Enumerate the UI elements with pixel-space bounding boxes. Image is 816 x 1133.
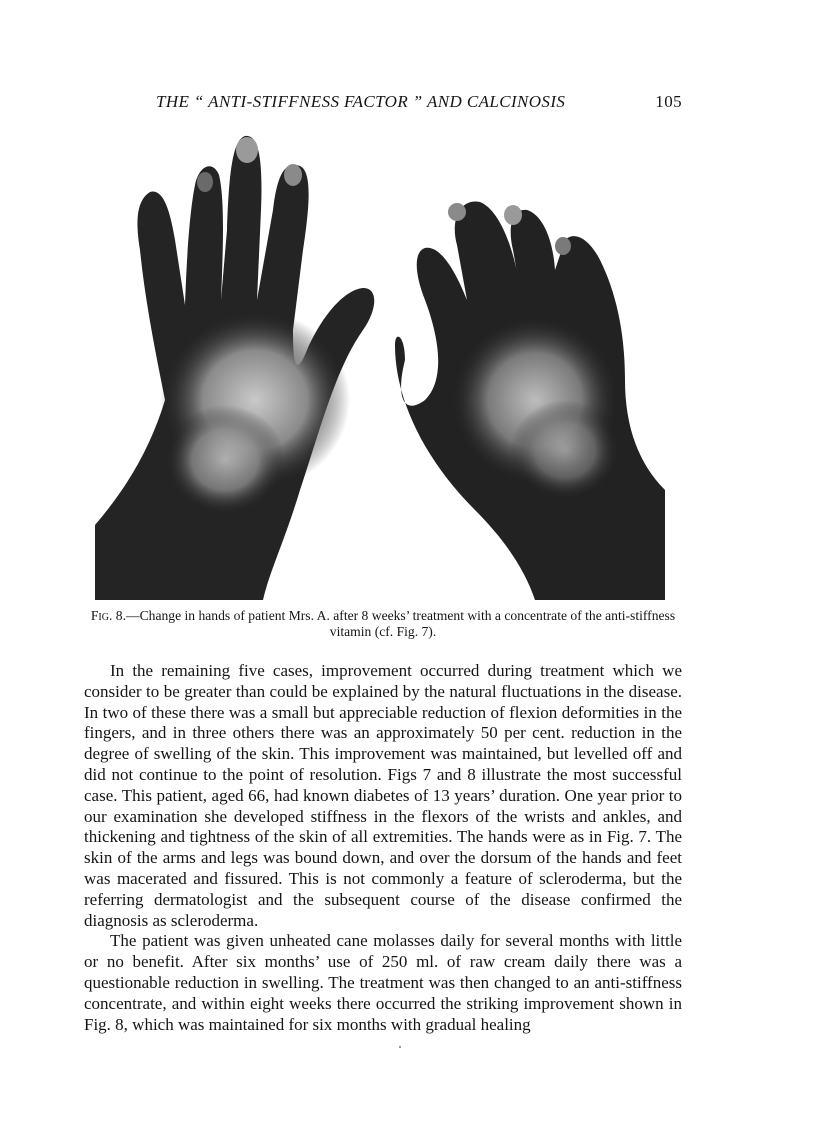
figure-caption [84, 608, 682, 640]
paragraph: The patient was given unheated cane molasses daily for several months with little or no benefit. After six months’ use of 250 ml. of raw cream daily there was a questionable reduction in swelling. The treatment was then changed to an anti-stiffness concentrate, and within eight weeks there occurred the striking improvement shown in Fig. 8, which was maintained for six months with gradual healing [84, 931, 682, 1034]
left-hand-photo [95, 136, 374, 600]
print-speck [399, 1046, 401, 1048]
page-number: 105 [655, 92, 682, 111]
paragraph: In the remaining five cases, improvement occurred during treatment which we consider to be greater than could be explained by the natural fluctuations in the disease. In two of these there was a small but appreciable reduction of flexion deformities in the fingers, and in three others there was an approximately 50 per cent. reduction in the degree of swelling of the skin. This improvement was maintained, but levelled off and did not continue to the point of resolution. Figs 7 and 8 illustrate the most successful case. This patient, aged 66, had known diabetes of 13 years’ duration. One year prior to our examination she developed stiffness in the flexors of the wrists and ankles, and thickening and tightness of the skin of all extremities. The hands were as in Fig. 7. The skin of the arms and legs was bound down, and over the dorsum of the hands and feet was macerated and fissured. This is not commonly a feature of scleroderma, but the referring dermatologist and the subsequent course of the disease confirmed the diagnosis as scleroderma. [84, 661, 682, 930]
figure-caption-text: —Change in hands of patient Mrs. A. after 8 weeks’ treatment with a concentrate of the anti-stiffness vitamin (cf. Fig. 7). [125, 608, 676, 639]
running-title: THE “ ANTI-STIFFNESS FACTOR ” AND CALCINOSIS [156, 92, 566, 111]
running-header [84, 92, 682, 118]
body-text [84, 661, 682, 1035]
figure-photo-hands [95, 130, 665, 602]
figure-label: Fig. 8. [90, 608, 126, 623]
right-hand-photo [395, 202, 665, 600]
